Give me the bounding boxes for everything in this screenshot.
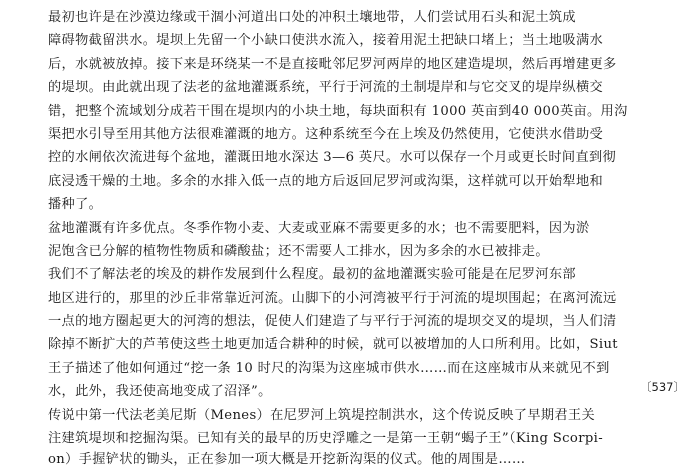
text-line: 渠把水引导至用其他方法很难灌溉的地方。这种系统至今在上埃及仍然使用，它使洪水借助受 xyxy=(48,126,604,142)
text-line: 除掉不断扩大的芦苇使这些土地更加适合耕种的时候，就可以被增加的人口所利用。比如，Siut xyxy=(48,337,618,353)
text-line: 传说中第一代法老美尼斯（Menes）在尼罗河上筑堤控制洪水，这个传说反映了早期君王关 xyxy=(48,407,596,423)
text-line: 盆地灌溉有许多优点。冬季作物小麦、大麦或亚麻不需要更多的水；也不需要肥料，因为淤 xyxy=(48,220,590,236)
text-line: 障碍物截留洪水。堤坝上先留一个小缺口使洪水流入，接着用泥土把缺口堵上；当土地吸满水 xyxy=(48,33,604,49)
text-line: 我们不了解法老的埃及的耕作发展到什么程度。最初的盆地灌溉实验可能是在尼罗河东部 xyxy=(48,267,576,283)
text-line: 控的水闸依次流进每个盆地，灌溉田地水深达 3—6 英尺。水可以保存一个月或更长时间直到彻 xyxy=(48,150,617,166)
text-line: 的堤坝。由此就出现了法老的盆地灌溉系统，平行于河流的土制堤岸和与它交叉的堤岸纵横交 xyxy=(48,80,604,96)
text-line: on）手握铲状的锄头，正在参加一项大概是开挖新沟渠的仪式。他的周围是…… xyxy=(48,452,526,468)
text-line: 错，把整个流域划分成若干围在堤坝内的小块土地，每块面积有 1000 英亩到40 000英亩。用沟 xyxy=(48,103,628,119)
text-line: 后，水就被放掉。接下来是环绕某一不是直接毗邻尼罗河两岸的地区建造堤坝，然后再增建更多 xyxy=(48,56,617,72)
text-line: 注建筑堤坝和挖掘沟渠。已知有关的最早的历史浮雕之一是第一王朝“蝎子王”（King Scorpi- xyxy=(48,431,604,447)
text-line: 播种了。 xyxy=(48,197,103,213)
body-text xyxy=(48,6,628,468)
text-line: 王子描述了他如何通过“挖一条 10 时尺的沟渠为这座城市供水……而在这座城市从来就见不到 xyxy=(48,360,610,376)
page-number-marker: 〔537〕 xyxy=(640,380,685,394)
text-line: 最初也许是在沙漠边缘或干涸小河道出口处的冲积土壤地带，人们尝试用石头和泥土筑成 xyxy=(48,10,576,25)
text-line: 一点的地方圈起更大的河湾的想法，促使人们建造了与平行于河流的堤坝交叉的堤坝，当人们清 xyxy=(48,314,617,330)
text-line: 泥饱含已分解的植物性物质和磷酸盐；还不需要人工排水，因为多余的水已被排走。 xyxy=(48,243,549,259)
text-line: 水，此外，我还使高地变成了沼泽”。 xyxy=(48,384,272,400)
text-line: 底浸透干燥的土地。多余的水排入低一点的地方后返回尼罗河或沟渠，这样就可以开始犁地和 xyxy=(48,173,604,189)
text-line: 地区进行的，那里的沙丘非常靠近河流。山脚下的小河湾被平行于河流的堤坝围起；在离河流远 xyxy=(48,290,617,306)
